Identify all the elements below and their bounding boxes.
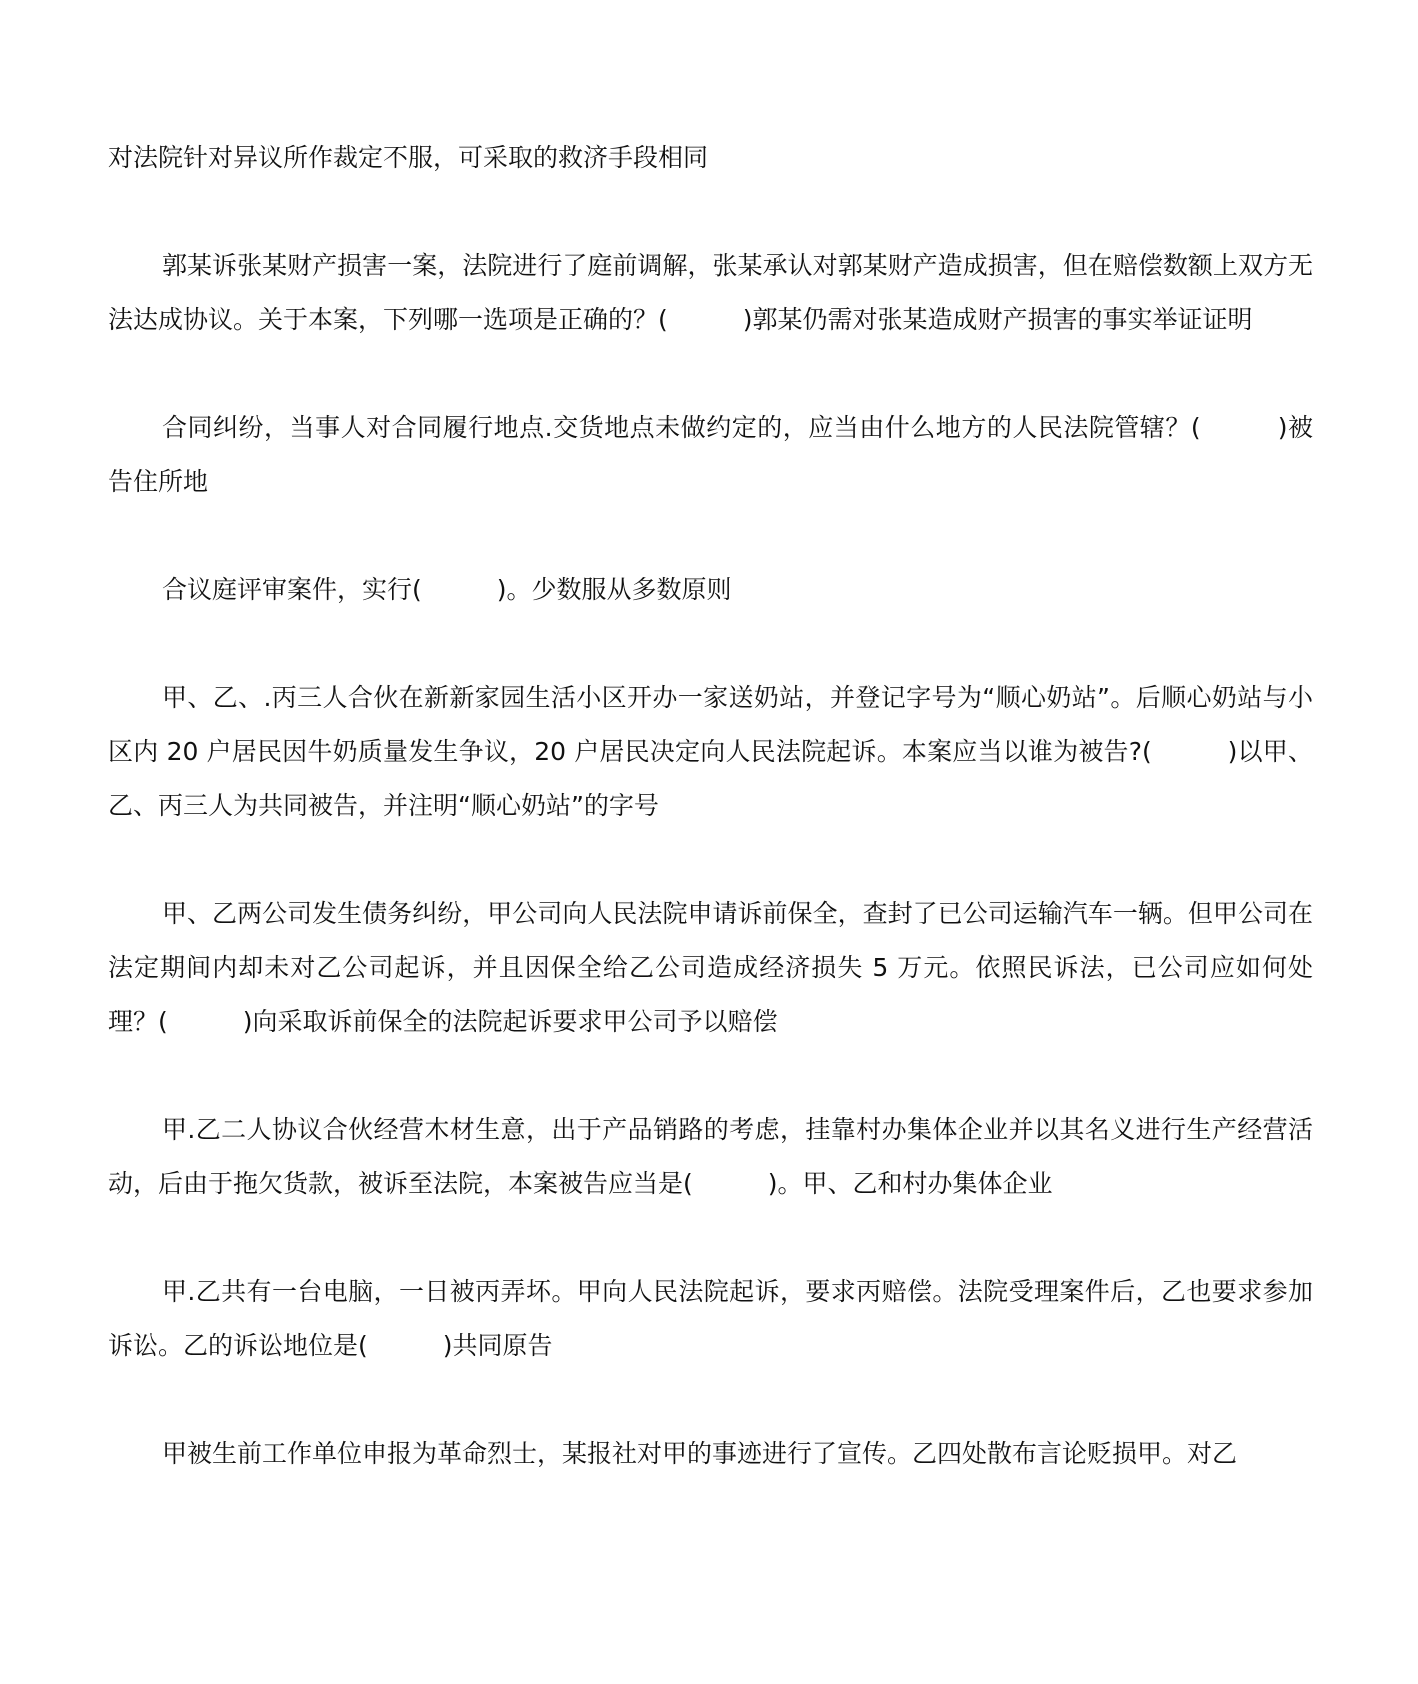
paragraph-9: 甲被生前工作单位申报为革命烈士，某报社对甲的事迹进行了宣传。乙四处散布言论贬损甲。对乙 [162,1439,1238,1468]
paragraph-7: 甲.乙二人协议合伙经营木材生意，出于产品销路的考虑，挂靠村办集体企业并以其名义进行生产经营活动，后由于拖欠货款，被诉至法院，本案被告应当是( )。甲、乙和村办集体企业 [108,1115,1313,1198]
paragraph-5: 甲、乙、.丙三人合伙在新新家园生活小区开办一家送奶站，并登记字号为“顺心奶站”。后顺心奶站与小区内 20 户居民因牛奶质量发生争议，20 户居民决定向人民法院起诉。本案应当以谁为被告?( )以甲、乙、丙三人为共同被告，并注明“顺心奶站”的字号 [108,683,1313,820]
document-body [108,131,1313,1535]
paragraph-2: 郭某诉张某财产损害一案，法院进行了庭前调解，张某承认对郭某财产造成损害，但在赔偿数额上双方无法达成协议。关于本案，下列哪一选项是正确的？( )郭某仍需对张某造成财产损害的事实举证证明 [108,251,1313,334]
paragraph-6: 甲、乙两公司发生债务纠纷，甲公司向人民法院申请诉前保全，查封了已公司运输汽车一辆。但甲公司在法定期间内却未对乙公司起诉，并且因保全给乙公司造成经济损失 5 万元。依照民诉法，已公司应如何处理？( )向采取诉前保全的法院起诉要求甲公司予以赔偿 [108,899,1313,1036]
paragraph-3: 合同纠纷，当事人对合同履行地点.交货地点未做约定的，应当由什么地方的人民法院管辖？( )被告住所地 [108,413,1313,496]
paragraph-4: 合议庭评审案件，实行( )。少数服从多数原则 [162,575,732,604]
paragraph-8: 甲.乙共有一台电脑，一日被丙弄坏。甲向人民法院起诉，要求丙赔偿。法院受理案件后，乙也要求参加诉讼。乙的诉讼地位是( )共同原告 [108,1277,1313,1360]
paragraph-1: 对法院针对异议所作裁定不服，可采取的救济手段相同 [108,143,709,172]
